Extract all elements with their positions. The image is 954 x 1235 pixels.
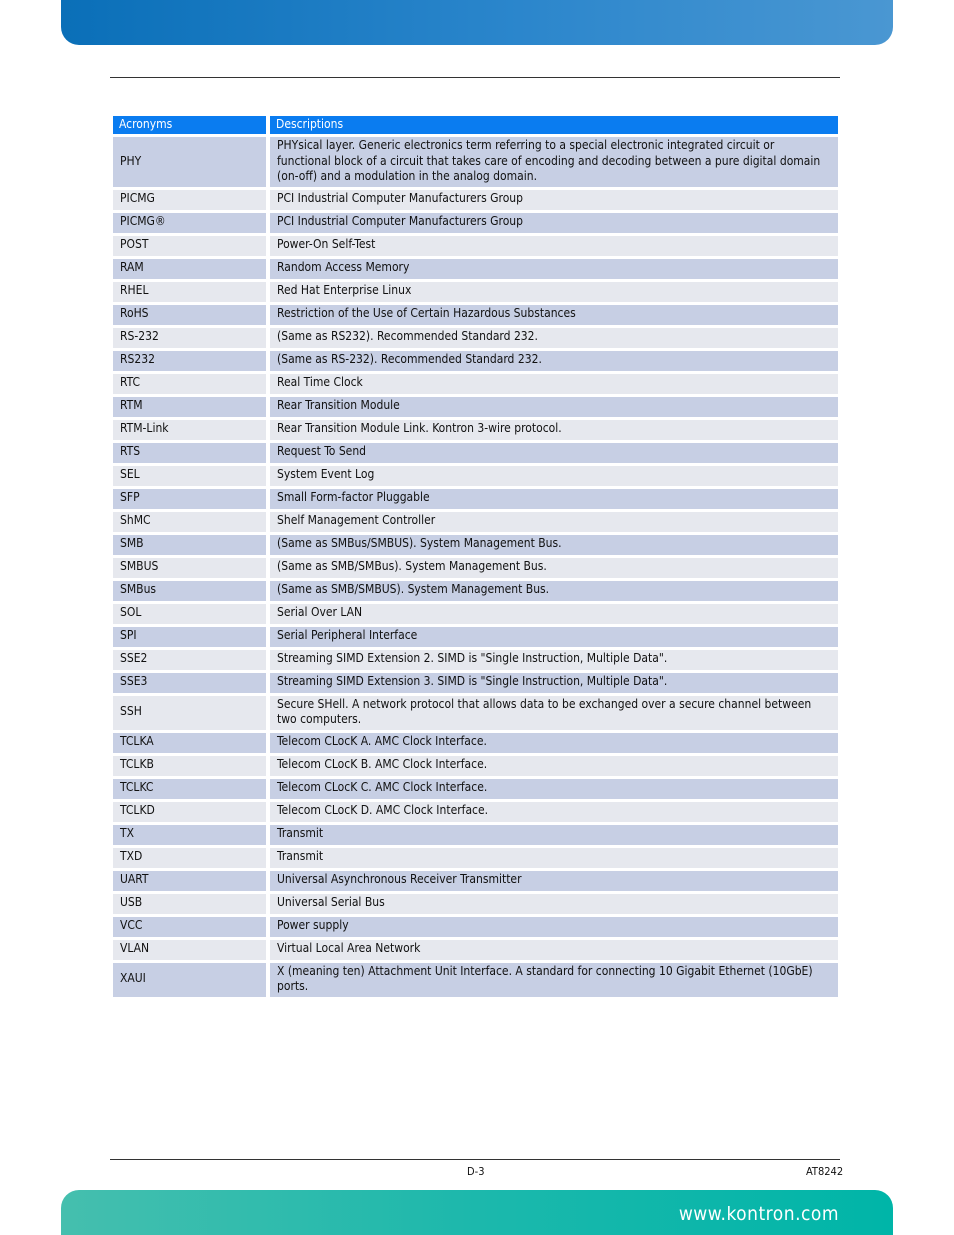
description-cell: Transmit xyxy=(270,848,838,868)
acronym-cell: RS-232 xyxy=(113,328,270,348)
table-row xyxy=(113,213,838,233)
table-row xyxy=(113,756,838,776)
description-cell: Telecom CLocK B. AMC Clock Interface. xyxy=(270,756,838,776)
description-cell: Streaming SIMD Extension 2. SIMD is "Single Instruction, Multiple Data". xyxy=(270,650,838,670)
description-cell: X (meaning ten) Attachment Unit Interface. A standard for connecting 10 Gigabit Ethernet (10GbE) ports. xyxy=(270,963,838,997)
description-cell: Telecom CLocK A. AMC Clock Interface. xyxy=(270,733,838,753)
acronym-cell: RTS xyxy=(113,443,270,463)
acronym-cell: SPI xyxy=(113,627,270,647)
description-cell: Rear Transition Module xyxy=(270,397,838,417)
acronym-cell: TCLKB xyxy=(113,756,270,776)
acronym-cell: SFP xyxy=(113,489,270,509)
table-row xyxy=(113,259,838,279)
description-cell: PCI Industrial Computer Manufacturers Group xyxy=(270,213,838,233)
table-row xyxy=(113,558,838,578)
description-cell: (Same as SMBus/SMBUS). System Management Bus. xyxy=(270,535,838,555)
table-row xyxy=(113,535,838,555)
table-row xyxy=(113,871,838,891)
description-cell: Serial Peripheral Interface xyxy=(270,627,838,647)
table-row xyxy=(113,137,838,187)
table-row xyxy=(113,604,838,624)
table-row xyxy=(113,466,838,486)
column-header-acronyms: Acronyms xyxy=(113,116,270,134)
description-cell: Transmit xyxy=(270,825,838,845)
description-cell: Red Hat Enterprise Linux xyxy=(270,282,838,302)
table-row xyxy=(113,894,838,914)
table-row xyxy=(113,489,838,509)
acronym-cell: VLAN xyxy=(113,940,270,960)
table-row xyxy=(113,627,838,647)
acronym-cell: SSE3 xyxy=(113,673,270,693)
acronym-cell: TCLKC xyxy=(113,779,270,799)
acronym-cell: UART xyxy=(113,871,270,891)
acronym-cell: SEL xyxy=(113,466,270,486)
acronym-cell: SSH xyxy=(113,696,270,730)
table-row xyxy=(113,328,838,348)
acronym-cell: ShMC xyxy=(113,512,270,532)
acronym-cell: SMB xyxy=(113,535,270,555)
description-cell: Streaming SIMD Extension 3. SIMD is "Single Instruction, Multiple Data". xyxy=(270,673,838,693)
table-row xyxy=(113,940,838,960)
description-cell: System Event Log xyxy=(270,466,838,486)
acronym-cell: XAUI xyxy=(113,963,270,997)
description-cell: Random Access Memory xyxy=(270,259,838,279)
page-number: D-3 xyxy=(467,1165,485,1178)
table-row xyxy=(113,673,838,693)
table-row xyxy=(113,236,838,256)
description-cell: Virtual Local Area Network xyxy=(270,940,838,960)
acronym-cell: SMBUS xyxy=(113,558,270,578)
bottom-banner xyxy=(61,1190,893,1235)
table-row xyxy=(113,305,838,325)
description-cell: Power-On Self-Test xyxy=(270,236,838,256)
table-row xyxy=(113,443,838,463)
table-row xyxy=(113,581,838,601)
description-cell: Restriction of the Use of Certain Hazardous Substances xyxy=(270,305,838,325)
acronym-cell: RTM xyxy=(113,397,270,417)
description-cell: (Same as SMB/SMBUS). System Management Bus. xyxy=(270,581,838,601)
table-row xyxy=(113,190,838,210)
description-cell: Universal Asynchronous Receiver Transmitter xyxy=(270,871,838,891)
header-rule xyxy=(110,77,840,78)
acronym-cell: POST xyxy=(113,236,270,256)
acronym-cell: SMBus xyxy=(113,581,270,601)
acronym-cell: TX xyxy=(113,825,270,845)
top-banner xyxy=(61,0,893,45)
table-row xyxy=(113,397,838,417)
table-row xyxy=(113,512,838,532)
acronym-cell: RS232 xyxy=(113,351,270,371)
description-cell: Shelf Management Controller xyxy=(270,512,838,532)
acronym-cell: RoHS xyxy=(113,305,270,325)
table-row xyxy=(113,374,838,394)
description-cell: PHYsical layer. Generic electronics term referring to a special electronic integrated circuit or functional block of a circuit that takes care of encoding and decoding between a pure digital domain (on-off) and a modulation in the analog domain. xyxy=(270,137,838,187)
table-row xyxy=(113,733,838,753)
acronym-cell: USB xyxy=(113,894,270,914)
acronym-cell: RHEL xyxy=(113,282,270,302)
description-cell: Universal Serial Bus xyxy=(270,894,838,914)
acronym-cell: PICMG xyxy=(113,190,270,210)
acronym-cell: PHY xyxy=(113,137,270,187)
acronym-cell: TXD xyxy=(113,848,270,868)
acronym-cell: SOL xyxy=(113,604,270,624)
acronym-cell: TCLKD xyxy=(113,802,270,822)
description-cell: Telecom CLocK C. AMC Clock Interface. xyxy=(270,779,838,799)
description-cell: Secure SHell. A network protocol that allows data to be exchanged over a secure channel between two computers. xyxy=(270,696,838,730)
acronym-cell: RTM-Link xyxy=(113,420,270,440)
description-cell: (Same as RS-232). Recommended Standard 232. xyxy=(270,351,838,371)
table-header-row xyxy=(113,116,838,134)
table-row xyxy=(113,351,838,371)
table-row xyxy=(113,848,838,868)
description-cell: Request To Send xyxy=(270,443,838,463)
footer-rule xyxy=(110,1159,840,1160)
column-header-descriptions: Descriptions xyxy=(270,116,838,134)
table-row xyxy=(113,650,838,670)
acronym-cell: VCC xyxy=(113,917,270,937)
table-row xyxy=(113,779,838,799)
document-id: AT8242 xyxy=(806,1165,844,1178)
acronym-cell: PICMG® xyxy=(113,213,270,233)
table-body xyxy=(113,137,838,997)
description-cell: (Same as RS232). Recommended Standard 232. xyxy=(270,328,838,348)
acronyms-table xyxy=(113,113,838,1000)
table-row xyxy=(113,282,838,302)
description-cell: Power supply xyxy=(270,917,838,937)
acronym-cell: TCLKA xyxy=(113,733,270,753)
table-row xyxy=(113,696,838,730)
table-row xyxy=(113,917,838,937)
description-cell: Small Form-factor Pluggable xyxy=(270,489,838,509)
description-cell: Telecom CLocK D. AMC Clock Interface. xyxy=(270,802,838,822)
table-row xyxy=(113,963,838,997)
table-row xyxy=(113,420,838,440)
acronym-cell: RAM xyxy=(113,259,270,279)
acronym-cell: SSE2 xyxy=(113,650,270,670)
description-cell: Rear Transition Module Link. Kontron 3-wire protocol. xyxy=(270,420,838,440)
table-row xyxy=(113,825,838,845)
table-row xyxy=(113,802,838,822)
acronym-cell: RTC xyxy=(113,374,270,394)
website-link[interactable]: www.kontron.com xyxy=(678,1203,839,1225)
description-cell: (Same as SMB/SMBus). System Management Bus. xyxy=(270,558,838,578)
description-cell: Real Time Clock xyxy=(270,374,838,394)
description-cell: PCI Industrial Computer Manufacturers Group xyxy=(270,190,838,210)
description-cell: Serial Over LAN xyxy=(270,604,838,624)
